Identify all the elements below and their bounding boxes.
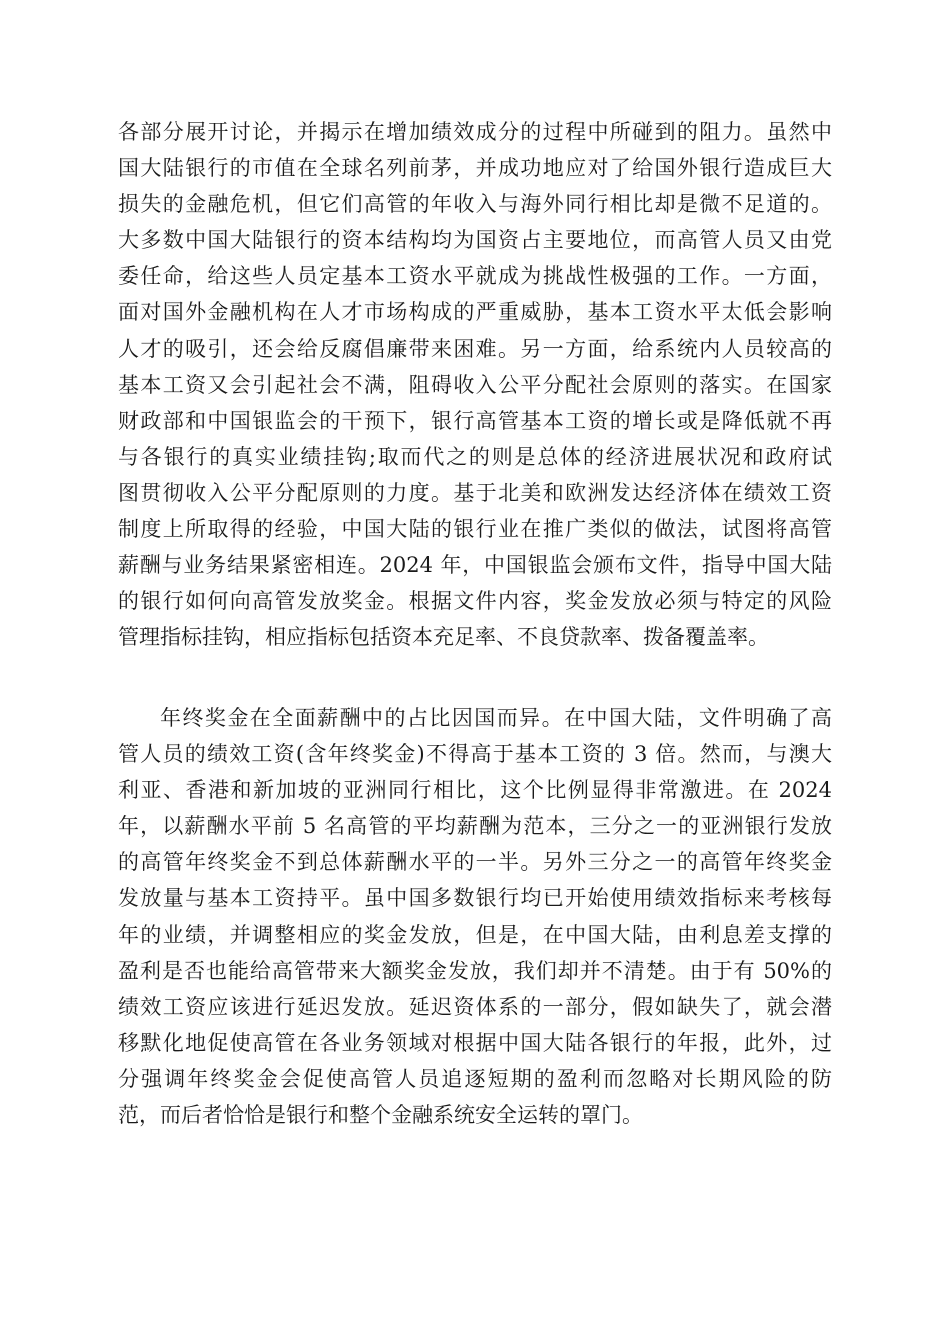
text-line: 大多数中国大陆银行的资本结构均为国资占主要地位，而高管人员又由党 [118,228,832,253]
text-line: 图贯彻收入公平分配原则的力度。基于北美和欧洲发达经济体在绩效工资 [118,480,832,505]
text-line: 人才的吸引，还会给反腐倡廉带来困难。另一方面，给系统内人员较高的 [118,336,832,361]
text-line: 损失的金融危机，但它们高管的年收入与海外同行相比却是微不足道的。 [118,192,832,217]
text-line: 年终奖金在全面薪酬中的占比因国而异。在中国大陆，文件明确了高 [160,706,832,730]
text-line: 各部分展开讨论，并揭示在增加绩效成分的过程中所碰到的阻力。虽然中 [118,120,832,144]
paragraph-2 [118,700,832,1133]
text-line: 面对国外金融机构在人才市场构成的严重威胁，基本工资水平太低会影响 [118,300,832,325]
text-line: 的高管年终奖金不到总体薪酬水平的一半。另外三分之一的高管年终奖金 [118,850,832,875]
text-line: 财政部和中国银监会的干预下，银行高管基本工资的增长或是降低就不再 [118,408,832,433]
text-line: 管理指标挂钩，相应指标包括资本充足率、不良贷款率、拨备覆盖率。 [118,625,769,650]
text-line: 制度上所取得的经验，中国大陆的银行业在推广类似的做法，试图将高管 [118,517,832,542]
text-line: 范，而后者恰恰是银行和整个金融系统安全运转的罩门。 [118,1103,643,1128]
text-line: 委任命，给这些人员定基本工资水平就成为挑战性极强的工作。一方面， [118,264,832,289]
text-line: 的银行如何向高管发放奖金。根据文件内容，奖金发放必须与特定的风险 [118,589,832,614]
text-line: 分强调年终奖金会促使高管人员追逐短期的盈利而忽略对长期风险的防 [118,1066,832,1091]
text-line: 绩效工资应该进行延迟发放。延迟资体系的一部分，假如缺失了，就会潜 [118,994,832,1019]
text-line: 与各银行的真实业绩挂钩;取而代之的则是总体的经济进展状况和政府试 [118,444,832,469]
text-line: 发放量与基本工资持平。虽中国多数银行均已开始使用绩效指标来考核每 [118,886,832,911]
text-line: 国大陆银行的市值在全球名列前茅，并成功地应对了给国外银行造成巨大 [118,156,832,181]
text-line: 管人员的绩效工资(含年终奖金)不得高于基本工资的 3 倍。然而，与澳大 [118,742,832,767]
paragraph-1 [118,114,832,655]
text-line: 利亚、香港和新加坡的亚洲同行相比，这个比例显得非常激进。在 2024 [118,778,832,803]
text-line: 年，以薪酬水平前 5 名高管的平均薪酬为范本，三分之一的亚洲银行发放 [118,814,832,839]
text-line: 移默化地促使高管在各业务领域对根据中国大陆各银行的年报，此外，过 [118,1030,832,1055]
text-line: 薪酬与业务结果紧密相连。2024 年，中国银监会颁布文件，指导中国大陆 [118,553,832,578]
text-line: 年的业绩，并调整相应的奖金发放，但是，在中国大陆，由利息差支撑的 [118,922,832,947]
text-line: 盈利是否也能给高管带来大额奖金发放，我们却并不清楚。由于有 50%的 [118,958,832,983]
text-line: 基本工资又会引起社会不满，阻碍收入公平分配社会原则的落实。在国家 [118,372,832,397]
